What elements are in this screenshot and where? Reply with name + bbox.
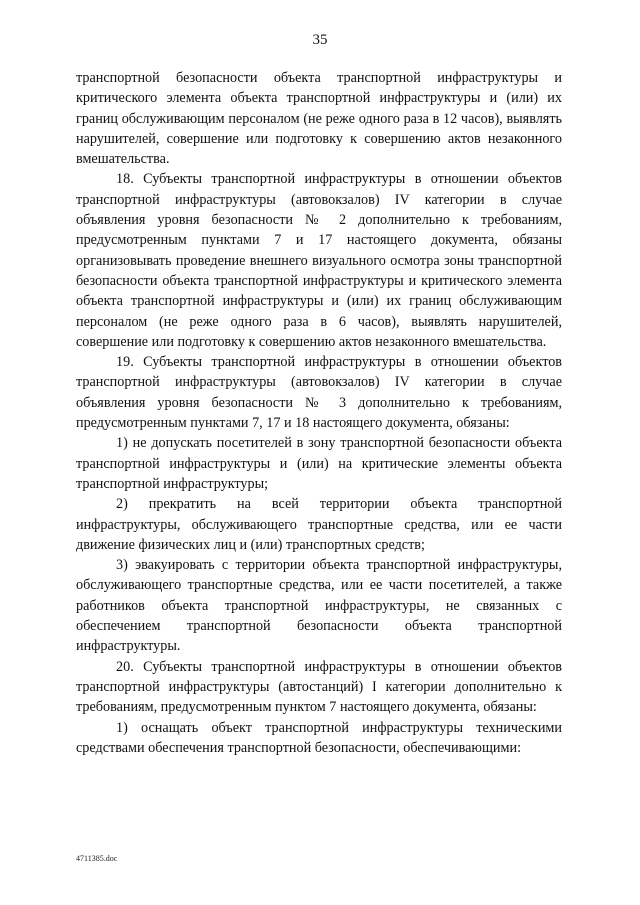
subitem-19-3: 3) эвакуировать с территории объекта транспортной инфраструктуры, обслуживающего транспортные средства, или ее части посетителей, а также работников объекта транспортной инфраструктуры, не связанных с обеспечением транспортной безопасности объекта транспортной инфраструктуры. — [76, 557, 562, 655]
document-file-code: 4711385.doc — [76, 854, 118, 863]
paragraph-item-20: 20. Субъекты транспортной инфраструктуры в отношении объектов транспортной инфраструктуры (автостанций) I категории дополнительно к требованиям, предусмотренным пунктом 7 настоящего документа, обязаны: — [76, 658, 562, 716]
paragraph-item-18: 18. Субъекты транспортной инфраструктуры в отношении объектов транспортной инфраструктуры (автовокзалов) IV категории в случае объявления уровня безопасности № 2 дополнительно к требованиям, предусмотренным пунктами 7 и 17 настоящего документа, обязаны организовывать проведение внешнего визуального осмотра зоны транспортной безопасности объекта транспортной инфраструктуры и критического элемента объекта транспортной инфраструктуры и (или) их границ обслуживающим персоналом (не реже одного раза в 6 часов), выявлять нарушителей, совершение или подготовку к совершению актов незаконного вмешательства. — [76, 171, 562, 350]
page-number: 35 — [312, 32, 328, 48]
subitem-19-2: 2) прекратить на всей территории объекта транспортной инфраструктуры, обслуживающего транспортные средства, или ее части движение физических лиц и (или) транспортных средств; — [76, 496, 562, 553]
paragraph-item-19: 19. Субъекты транспортной инфраструктуры в отношении объектов транспортной инфраструктуры (автовокзалов) IV категории в случае объявления уровня безопасности № 3 дополнительно к требованиям, предусмотренным пунктами 7, 17 и 18 настоящего документа, обязаны: — [76, 354, 562, 432]
paragraph-continuation: транспортной безопасности объекта транспортной инфраструктуры и критического элемента объекта транспортной инфраструктуры и (или) их границ обслуживающим персоналом (не реже одного раза в 12 часов), выявлять нарушителей, совершение или подготовку к совершению актов незаконного вмешательства. — [76, 70, 562, 168]
subitem-19-1: 1) не допускать посетителей в зону транспортной безопасности объекта транспортной инфраструктуры и (или) на критические элементы объекта транспортной инфраструктуры; — [76, 435, 562, 492]
document-body — [76, 68, 562, 758]
subitem-20-1: 1) оснащать объект транспортной инфраструктуры техническими средствами обеспечения транспортной безопасности, обеспечивающими: — [76, 719, 562, 756]
